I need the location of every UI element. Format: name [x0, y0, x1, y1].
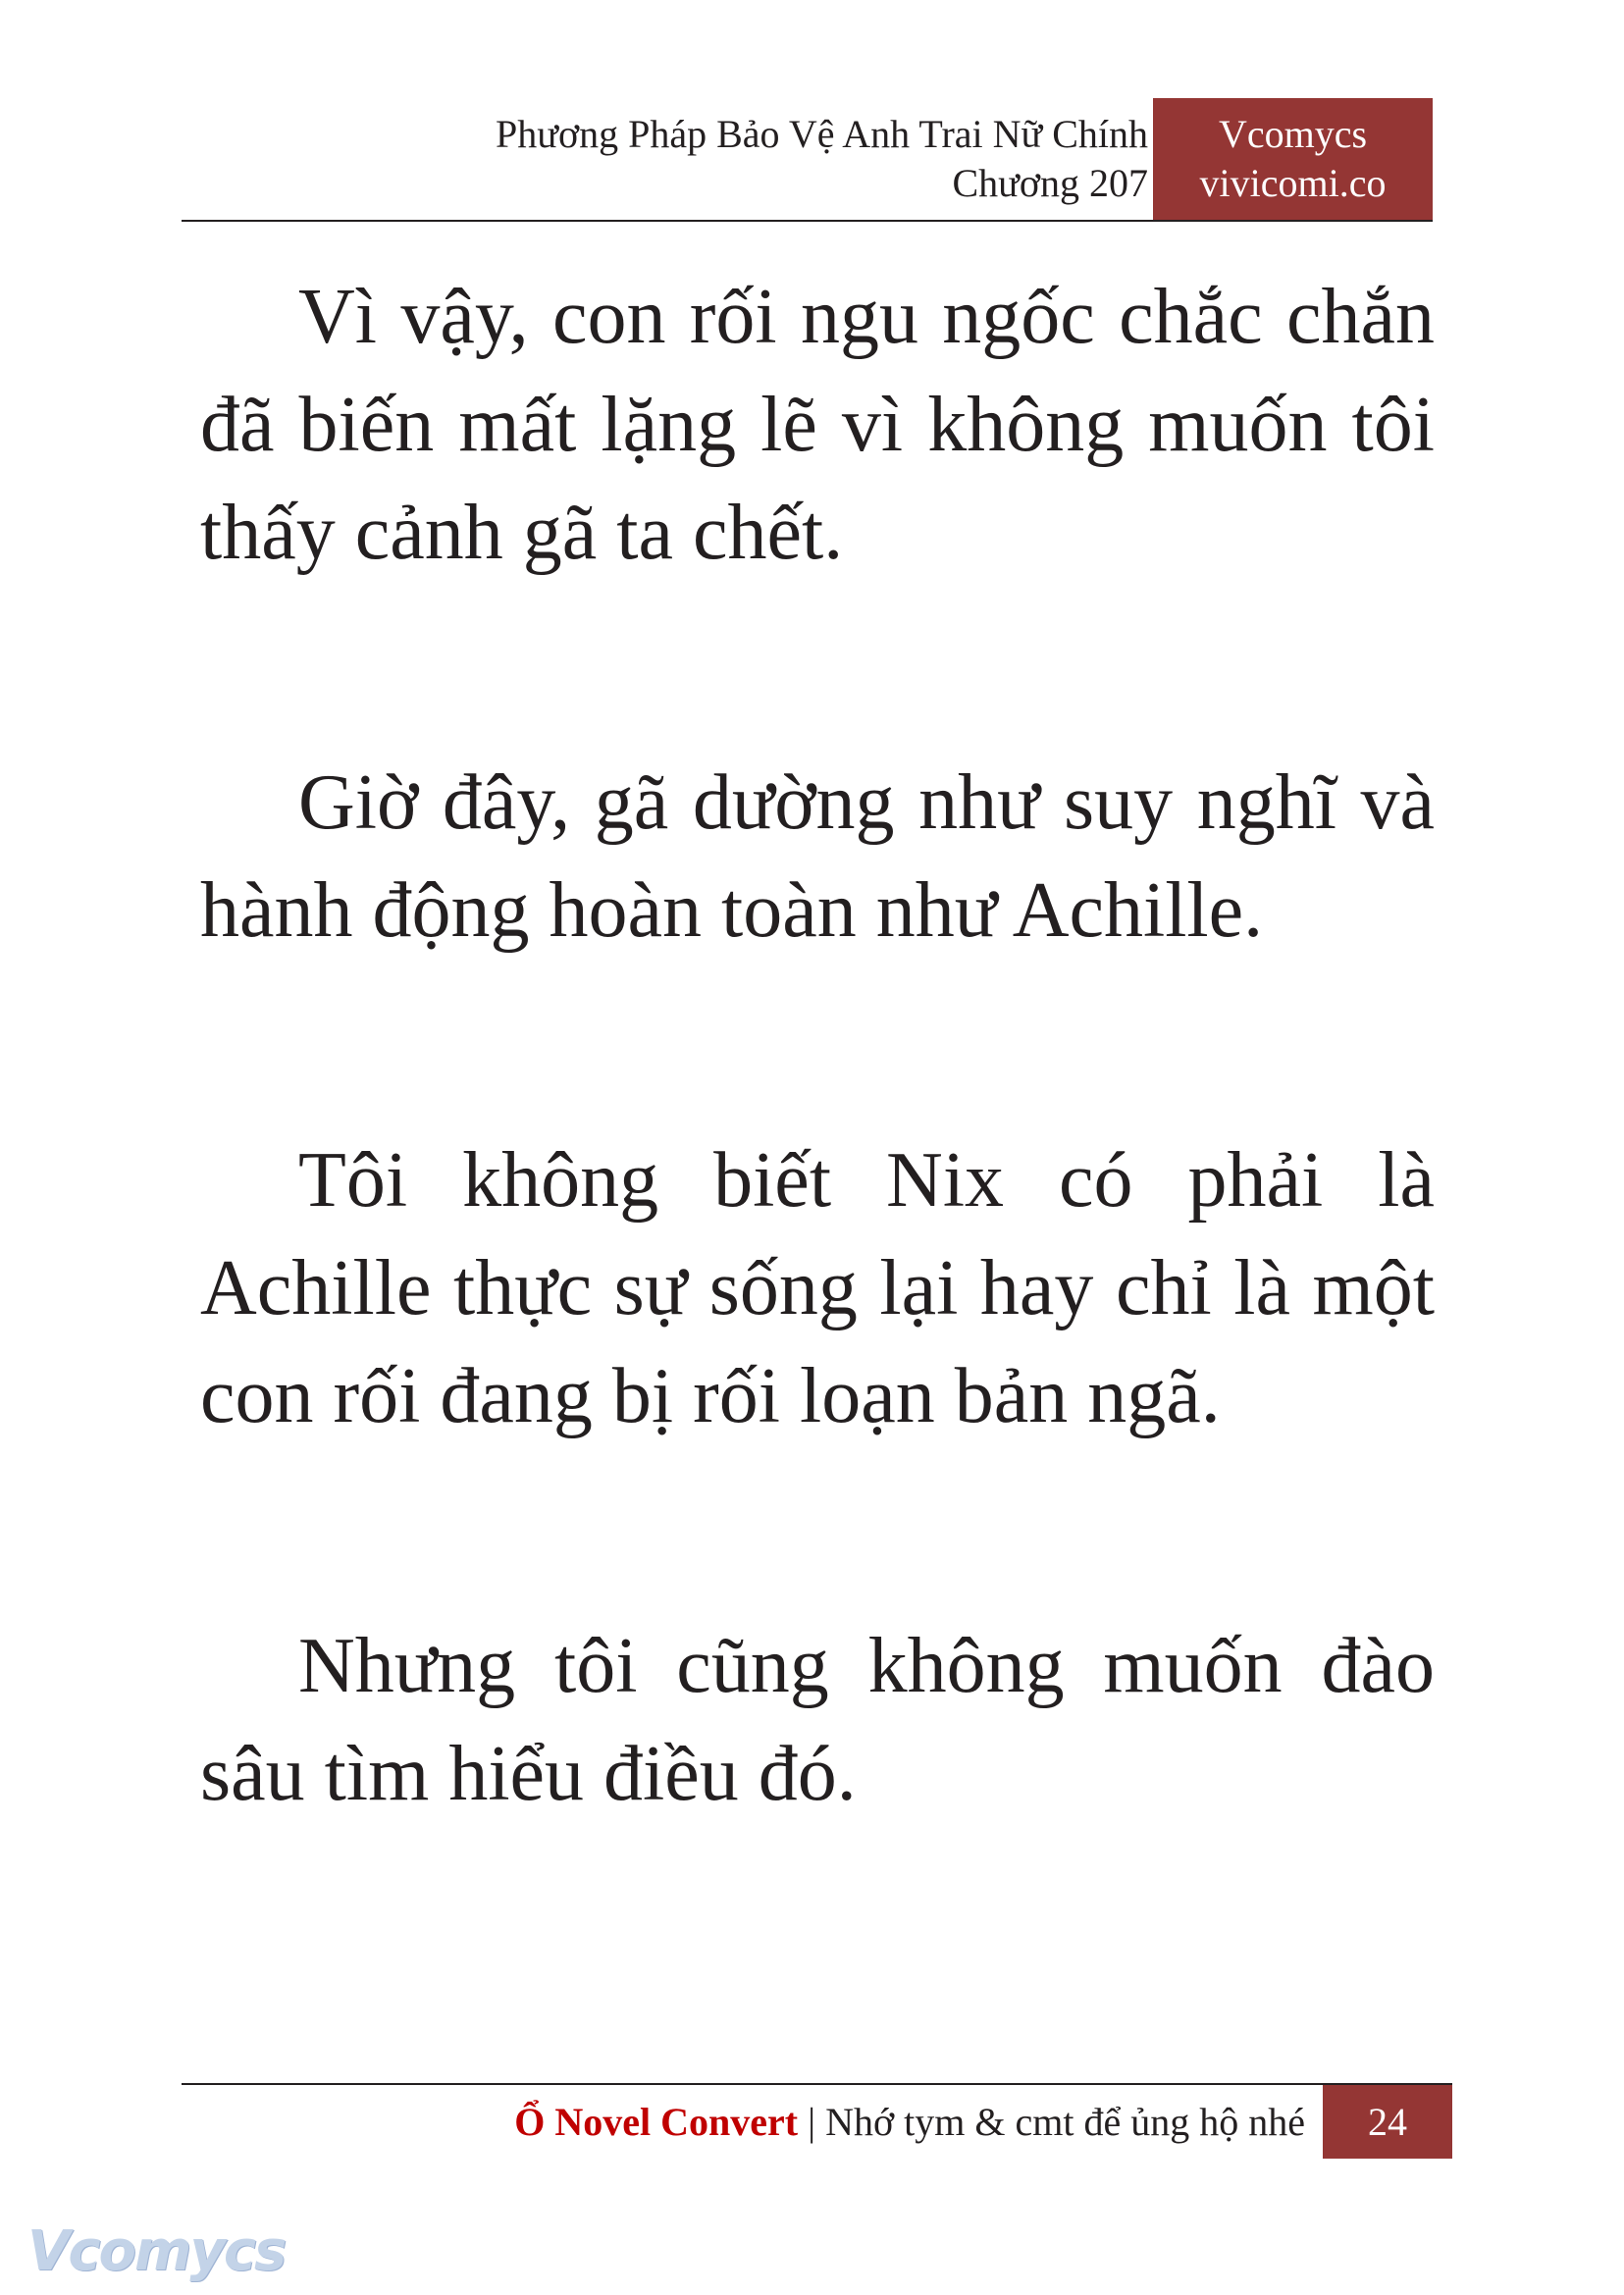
chapter-body: [200, 263, 1435, 1990]
paragraph: Vì vậy, con rối ngu ngốc chắc chắn đã biến mất lặng lẽ vì không muốn tôi thấy cảnh gã ta chết.: [200, 274, 1435, 576]
paragraph: Nhưng tôi cũng không muốn đào sâu tìm hiểu điều đó.: [200, 1623, 1435, 1817]
header-divider: [182, 220, 1433, 222]
watermark-logo: Vcomycs: [27, 2219, 286, 2283]
chapter-label: Chương 207: [952, 161, 1148, 205]
brand-site: vivicomi.co: [1199, 161, 1387, 205]
page-number: 24: [1323, 2085, 1452, 2159]
footer-text: [514, 2097, 1305, 2148]
footer-brand: Ổ Novel Convert: [514, 2100, 799, 2144]
brand-name: Vcomycs: [1218, 112, 1368, 156]
footer-message: Nhớ tym & cmt để ủng hộ nhé: [825, 2100, 1305, 2144]
header-brand-box: [1153, 98, 1433, 220]
header-title-block: [496, 110, 1148, 208]
paragraph: Tôi không biết Nix có phải là Achille thực sự sống lại hay chỉ là một con rối đang bị rối loạn bản ngã.: [200, 1137, 1435, 1439]
footer-separator: |: [798, 2100, 826, 2144]
paragraph: Giờ đây, gã dường như suy nghĩ và hành động hoàn toàn như Achille.: [200, 759, 1435, 954]
page-header: [182, 98, 1433, 222]
footer-divider: [182, 2083, 1452, 2085]
book-title: Phương Pháp Bảo Vệ Anh Trai Nữ Chính: [496, 112, 1148, 156]
page-footer: [182, 2083, 1452, 2159]
